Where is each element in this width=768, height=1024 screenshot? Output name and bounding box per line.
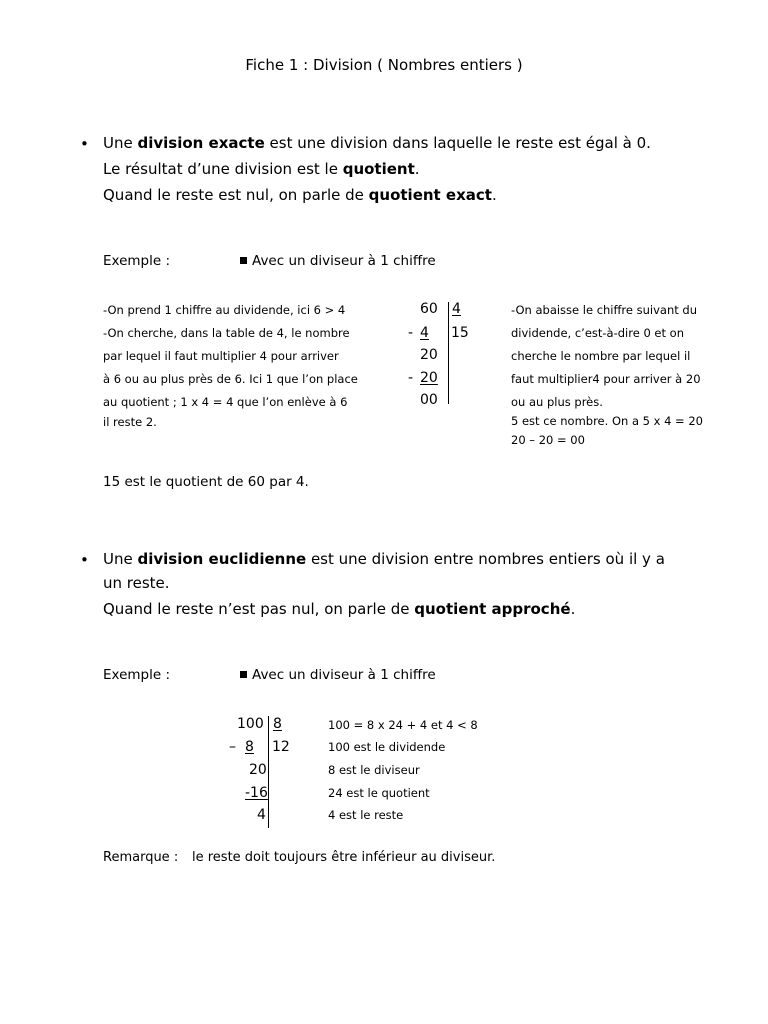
- quotient-exact-line: [103, 186, 497, 204]
- term-division-euclidienne: division euclidienne: [137, 550, 307, 568]
- text: Quand le reste n’est pas nul, on parle de: [103, 600, 415, 618]
- text: Le résultat d’une division est le: [103, 160, 343, 178]
- text: est une division entre nombres entiers où il y a: [306, 550, 665, 568]
- right-explanation-line: faut multiplier4 pour arriver à 20: [511, 372, 701, 386]
- subtraction-value: 8: [245, 739, 254, 755]
- left-explanation-line: -On prend 1 chiffre au dividende, ici 6 > 4: [103, 303, 346, 317]
- square-bullet-icon: [240, 671, 247, 678]
- square-bullet-icon: [240, 257, 247, 264]
- text: Quand le reste est nul, on parle de: [103, 186, 369, 204]
- example-heading-text: Avec un diviseur à 1 chiffre: [252, 253, 436, 269]
- right-explanation-line: 20 – 20 = 00: [511, 433, 585, 447]
- note-line: 100 est le dividende: [328, 740, 446, 754]
- left-explanation-line: -On cherche, dans la table de 4, le nombre: [103, 326, 350, 340]
- text: .: [414, 160, 420, 178]
- partial-remainder: 20: [249, 762, 267, 778]
- example-heading-1: [240, 253, 436, 269]
- remark-text: le reste doit toujours être inférieur au diviseur.: [192, 850, 496, 865]
- text: Une: [103, 134, 138, 152]
- quotient-definition-line: [103, 160, 420, 178]
- text: .: [570, 600, 576, 618]
- right-explanation-line: 5 est ce nombre. On a 5 x 4 = 20: [511, 414, 703, 428]
- subtraction-value: -16: [245, 785, 268, 801]
- division-vertical-line: [268, 716, 269, 828]
- example-label-1: Exemple :: [103, 253, 171, 269]
- term-quotient-approche: quotient approché: [414, 600, 571, 618]
- conclusion: 15 est le quotient de 60 par 4.: [103, 474, 309, 490]
- remark-label: Remarque :: [103, 850, 179, 865]
- example-heading-2: [240, 667, 436, 683]
- quotient-approche-line: [103, 600, 575, 618]
- left-explanation-line: il reste 2.: [103, 415, 157, 429]
- term-division-exacte: division exacte: [137, 134, 265, 152]
- definition-euclidean-line: [103, 550, 665, 568]
- subtraction-value: 4: [420, 325, 429, 341]
- bullet-2: •: [80, 551, 89, 569]
- remainder: 00: [420, 392, 438, 408]
- example-heading-text: Avec un diviseur à 1 chiffre: [252, 667, 436, 683]
- definition-exact-line: [103, 134, 651, 152]
- note-line: 100 = 8 x 24 + 4 et 4 < 8: [328, 718, 478, 732]
- right-explanation-line: -On abaisse le chiffre suivant du: [511, 303, 697, 317]
- dividend: 100: [237, 716, 264, 732]
- bullet-1: •: [80, 135, 89, 153]
- divisor: 4: [452, 301, 461, 317]
- division-vertical-line: [448, 302, 449, 404]
- right-explanation-line: ou au plus près.: [511, 395, 603, 409]
- minus-sign: -: [408, 325, 414, 341]
- term-quotient: quotient: [342, 160, 415, 178]
- text: est une division dans laquelle le reste est égal à 0.: [264, 134, 651, 152]
- page-title: Fiche 1 : Division ( Nombres entiers ): [245, 56, 523, 74]
- note-line: 8 est le diviseur: [328, 763, 420, 777]
- quotient: 12: [272, 739, 290, 755]
- minus-sign: -: [408, 370, 414, 386]
- example-label-2: Exemple :: [103, 667, 171, 683]
- partial-remainder: 20: [420, 347, 438, 363]
- subtraction-value: 20: [420, 370, 438, 386]
- definition-euclidean-line-2: un reste.: [103, 574, 170, 592]
- quotient: 15: [451, 325, 469, 341]
- note-line: 4 est le reste: [328, 808, 404, 822]
- text: Une: [103, 550, 138, 568]
- right-explanation-line: cherche le nombre par lequel il: [511, 349, 691, 363]
- remainder: 4: [257, 807, 266, 823]
- left-explanation-line: par lequel il faut multiplier 4 pour arriver: [103, 349, 339, 363]
- dividend: 60: [420, 301, 438, 317]
- left-explanation-line: au quotient ; 1 x 4 = 4 que l’on enlève à 6: [103, 395, 348, 409]
- note-line: 24 est le quotient: [328, 786, 430, 800]
- divisor: 8: [273, 716, 282, 732]
- minus-sign: –: [229, 739, 236, 755]
- text: .: [491, 186, 497, 204]
- term-quotient-exact: quotient exact: [368, 186, 492, 204]
- left-explanation-line: à 6 ou au plus près de 6. Ici 1 que l’on place: [103, 372, 358, 386]
- right-explanation-line: dividende, c’est-à-dire 0 et on: [511, 326, 684, 340]
